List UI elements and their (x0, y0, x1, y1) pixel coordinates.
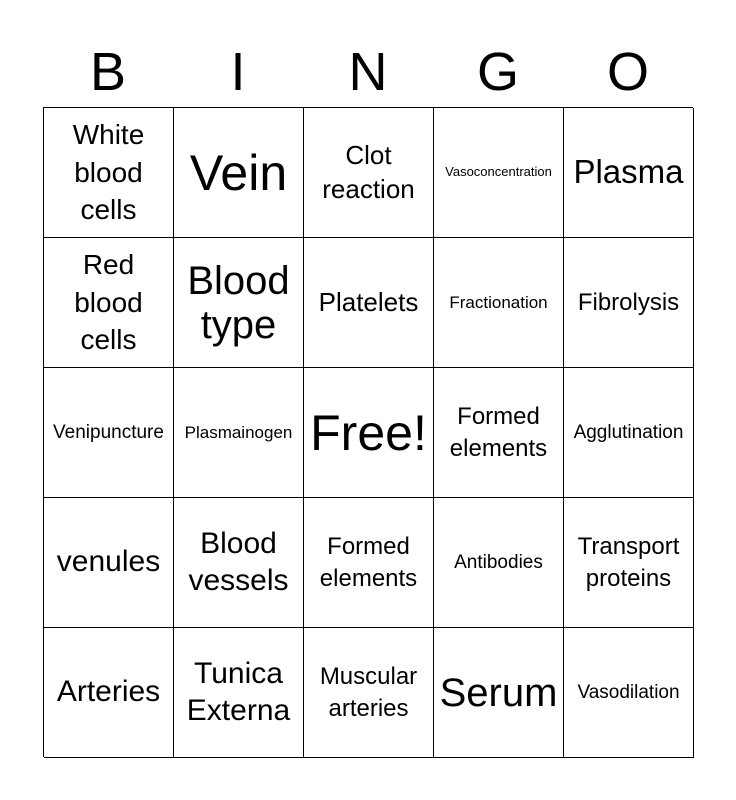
cell-text: Formed elements (319, 532, 418, 592)
cell-text: Plasmainogen (184, 422, 293, 442)
header-letter-o: O (606, 42, 649, 102)
free-space-text: Free! (310, 404, 427, 461)
cell-text: Platelets (318, 286, 419, 317)
cell-text: Antibodies (454, 551, 543, 573)
free-space-cell[interactable] (304, 368, 434, 498)
header-letter-n: N (348, 42, 388, 102)
cell-text: Plasma (573, 153, 684, 191)
cell-text: White blood cells (72, 118, 145, 226)
cell-text: Arteries (56, 675, 161, 709)
bingo-cell[interactable] (174, 108, 304, 238)
bingo-cell[interactable] (44, 108, 174, 238)
header-letter-b: B (89, 42, 127, 102)
bingo-cell[interactable] (564, 498, 694, 628)
cell-text: Formed elements (449, 402, 548, 462)
bingo-cell[interactable] (44, 628, 174, 758)
cell-text: Vein (189, 144, 288, 201)
cell-text: Transport proteins (577, 532, 680, 592)
cell-text: Agglutination (573, 421, 684, 443)
bingo-cell[interactable] (174, 628, 304, 758)
bingo-cell[interactable] (304, 108, 434, 238)
bingo-cell[interactable] (434, 368, 564, 498)
bingo-cell[interactable] (44, 368, 174, 498)
bingo-cell[interactable] (564, 628, 694, 758)
bingo-cell[interactable] (564, 108, 694, 238)
bingo-cell[interactable] (174, 238, 304, 368)
cell-text: Fractionation (449, 292, 548, 312)
header-letter-g: G (476, 42, 519, 102)
bingo-cell[interactable] (564, 238, 694, 368)
bingo-board (43, 107, 693, 757)
cell-text: Fibrolysis (577, 288, 680, 316)
bingo-cell[interactable] (304, 238, 434, 368)
cell-text: Tunica Externa (186, 656, 291, 727)
bingo-cell[interactable] (304, 498, 434, 628)
bingo-cell[interactable] (174, 368, 304, 498)
cell-text: Red blood cells (74, 248, 143, 356)
bingo-cell[interactable] (304, 628, 434, 758)
bingo-cell[interactable] (44, 238, 174, 368)
cell-text: Venipuncture (53, 421, 164, 443)
bingo-cell[interactable] (434, 238, 564, 368)
cell-text: Blood type (187, 258, 290, 347)
bingo-cell[interactable] (434, 108, 564, 238)
bingo-cell[interactable] (564, 368, 694, 498)
bingo-cell[interactable] (434, 498, 564, 628)
cell-text: Vasodilation (577, 681, 680, 703)
bingo-cell[interactable] (434, 628, 564, 758)
cell-text: venules (56, 545, 161, 579)
cell-text: Muscular arteries (319, 662, 418, 722)
cell-text: Vasoconcentration (445, 164, 552, 180)
cell-text: Clot reaction (322, 140, 415, 204)
bingo-header (43, 40, 693, 104)
cell-text: Blood vessels (188, 526, 289, 597)
cell-text: Serum (439, 670, 558, 715)
header-letter-i: I (230, 42, 246, 102)
bingo-cell[interactable] (174, 498, 304, 628)
bingo-cell[interactable] (44, 498, 174, 628)
